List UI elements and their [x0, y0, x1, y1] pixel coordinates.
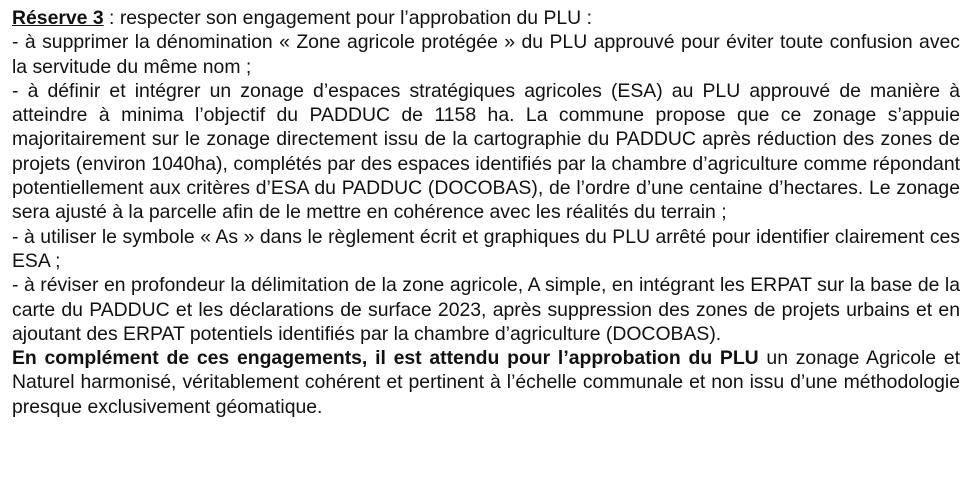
- conclusion-bold: En complément de ces engagements, il est attendu pour l’approbation du PLU: [12, 347, 759, 370]
- reserve-intro: : respecter son engagement pour l’approbation du PLU :: [103, 7, 592, 29]
- conclusion-paragraph: [12, 346, 960, 419]
- list-item: - à réviser en profondeur la délimitation de la zone agricole, A simple, en intégrant les ERPAT sur la base de la carte du PADDUC et les déclarations de surface 2023, après suppression des zones de projets urbains et en ajoutant des ERPAT potentiels identifiés par la chambre d’agriculture (DOCOBAS).: [12, 274, 960, 345]
- list-item: - à utiliser le symbole « As » dans le règlement écrit et graphiques du PLU arrêté pour identifier clairement ces ESA ;: [12, 225, 960, 272]
- list-item: - à définir et intégrer un zonage d’espaces stratégiques agricoles (ESA) au PLU approuvé de manière à atteindre à minima l’objectif du PADDUC de 1158 ha. La commune propose que ce zonage s’appuie majoritairement sur le zonage directement issu de la cartographie du PADDUC après réduction des zones de projets (environ 1040ha), complétés par des espaces identifiés par la chambre d’agriculture comme répondant potentiellement aux critères d’ESA du PADDUC (DOCOBAS), de l’ordre d’une centaine d’hectares. Le zonage sera ajusté à la parcelle afin de le mettre en cohérence avec les réalités du terrain ;: [12, 79, 960, 224]
- conclusion-rest: un zonage Agricole et Naturel harmonisé, véritablement cohérent et pertinent à l’échelle communale et non issu d’une méthodologie presque exclusivement géomatique.: [12, 347, 960, 418]
- reserve-label: Réserve 3: [12, 7, 104, 29]
- list-item: - à supprimer la dénomination « Zone agricole protégée » du PLU approuvé pour éviter toute confusion avec la servitude du même nom ;: [12, 31, 960, 78]
- document-body: [12, 6, 960, 419]
- reserve-heading: [12, 6, 960, 30]
